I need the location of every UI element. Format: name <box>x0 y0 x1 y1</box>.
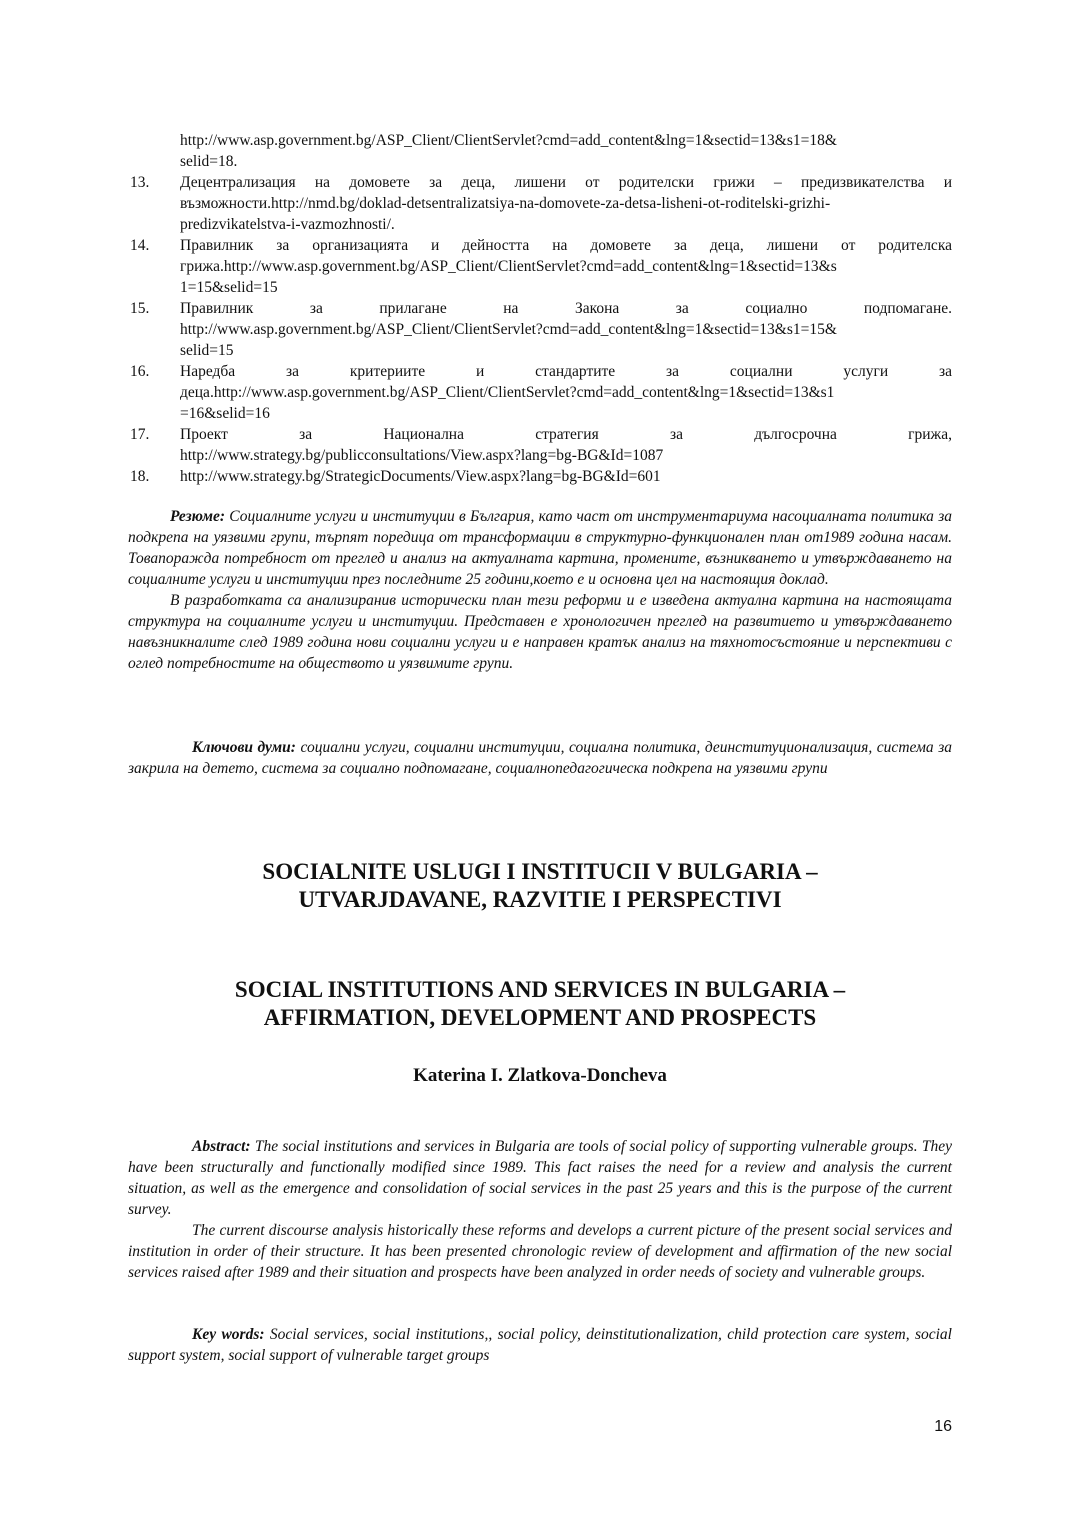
bg-abstract <box>128 506 952 674</box>
reference-line: Децентрализация на домовете за деца, лишени от родителски грижи – предизвикателства и <box>180 174 952 191</box>
references-list <box>130 130 952 487</box>
reference-item <box>130 424 952 466</box>
reference-item <box>130 466 952 487</box>
bg-keywords-paragraph <box>128 737 952 779</box>
en-keywords-paragraph <box>128 1324 952 1366</box>
bg-abstract-text: Социалните услуги и институции в България, като част от инструментариума насоциалната политика за подкрепа на уязвими групи, търпят поредица от трансформации в структурно-функционален план от1989 година насам. Товапоражда потребност от преглед и анализ на актуалната картина, промените, възникването и утвърждаването на социалните услуги и институции през последните 25 години,което е и основна цел на настоящия доклад. <box>128 508 953 588</box>
bg-keywords-label: Ключови думи: <box>192 739 296 756</box>
bg-keywords <box>128 737 952 779</box>
en-keywords-text: Social services, social institutions,, social policy, deinstitutionalization, child protection care system, social support system, social support of vulnerable target groups <box>128 1326 952 1364</box>
reference-item <box>130 298 952 361</box>
reference-line: =16&selid=16 <box>180 405 270 422</box>
en-abstract-text: The social institutions and services in Bulgaria are tools of social policy of supporting vulnerable groups. They have been structurally and functionally modified since 1989. This fact raises the need for a review and analysis the current situation, as well as the emergence and consolidation of social services in the past 25 years and this is the purpose of the current survey. <box>128 1138 952 1218</box>
title-english <box>128 976 952 1032</box>
author-name: Katerina I. Zlatkova-Doncheva <box>413 1065 667 1086</box>
title-line: UTVARJDAVANE, RAZVITIE I PERSPECTIVI <box>298 887 782 912</box>
bg-abstract-paragraph: В разработката са анализиранив исторически план тези реформи и е изведена актуална картина на настоящата структура на социалните услуги и институции. Представен е хронологичен преглед на развитието и утвърждаването навъзникналите след 1989 година нови социални услуги и е направен кратък анализ на тяхнотосъстояние и перспективи с оглед потребностите на обществото и уязвимите групи. <box>128 592 952 672</box>
reference-number: 18. <box>130 468 150 485</box>
reference-number: 16. <box>130 363 150 380</box>
reference-line: http://www.asp.government.bg/ASP_Client/ClientServlet?cmd=add_content&lng=1&sectid=13&s1=18& <box>180 132 837 149</box>
reference-line: грижа.http://www.asp.government.bg/ASP_Client/ClientServlet?cmd=add_content&lng=1&sectid=13&s <box>180 258 837 275</box>
reference-line: възможности.http://nmd.bg/doklad-detsentralizatsiya-na-domovete-za-detsa-lisheni-ot-roditelski-grizhi- <box>180 195 831 212</box>
reference-line: http://www.asp.government.bg/ASP_Client/ClientServlet?cmd=add_content&lng=1&sectid=13&s1=15& <box>180 321 837 338</box>
reference-number: 13. <box>130 174 150 191</box>
en-abstract-paragraph <box>128 1136 952 1220</box>
reference-line: selid=18. <box>180 153 238 170</box>
reference-line: Наредба за критериите и стандартите за социални услуги за <box>180 363 952 380</box>
reference-line: Правилник за организацията и дейността на домовете за деца, лишени от родителска <box>180 237 952 254</box>
reference-item <box>130 172 952 235</box>
en-abstract-label: Abstract: <box>192 1138 251 1155</box>
reference-line: http://www.strategy.bg/StrategicDocuments/View.aspx?lang=bg-BG&Id=601 <box>180 468 661 485</box>
reference-number: 17. <box>130 426 150 443</box>
reference-line: predizvikatelstva-i-vazmozhnosti/. <box>180 216 395 233</box>
reference-item <box>130 361 952 424</box>
reference-line: 1=15&selid=15 <box>180 279 278 296</box>
reference-line: selid=15 <box>180 342 234 359</box>
en-keywords <box>128 1324 952 1366</box>
bg-abstract-label: Резюме: <box>170 508 226 525</box>
reference-continuation <box>130 130 952 172</box>
bg-keywords-text: социални услуги, социални институции, социална политика, деинституционализация, система за закрила на детето, система за социално подпомагане, социалнопедагогическа подкрепа на уязвими групи <box>128 739 952 777</box>
reference-line: Правилник за прилагане на Закона за социално подпомагане. <box>180 300 952 317</box>
reference-line: http://www.strategy.bg/publicconsultations/View.aspx?lang=bg-BG&Id=1087 <box>180 447 664 464</box>
reference-number: 15. <box>130 300 150 317</box>
bg-abstract-paragraph <box>128 506 952 590</box>
title-line: SOCIALNITE USLUGI I INSTITUCII V BULGARIA – <box>262 859 818 884</box>
en-abstract <box>128 1136 952 1283</box>
reference-line: Проект за Национална стратегия за дългосрочна грижа, <box>180 426 952 443</box>
reference-item <box>130 235 952 298</box>
title-line: SOCIAL INSTITUTIONS AND SERVICES IN BULGARIA – <box>234 977 846 1002</box>
title-line: AFFIRMATION, DEVELOPMENT AND PROSPECTS <box>263 1005 817 1030</box>
reference-number: 14. <box>130 237 150 254</box>
page-number: 16 <box>934 1418 952 1435</box>
title-transliterated <box>128 858 952 914</box>
en-abstract-paragraph: The current discourse analysis historically these reforms and develops a current picture of the present social services and institution in order of their structure. It has been presented chronologic review of development and affirmation of the new social services raised after 1989 and their situation and prospects have been analyzed in order needs of society and vulnerable groups. <box>128 1222 952 1281</box>
en-keywords-label: Key words: <box>192 1326 265 1343</box>
reference-line: деца.http://www.asp.government.bg/ASP_Client/ClientServlet?cmd=add_content&lng=1&sectid=13&s1 <box>180 384 835 401</box>
